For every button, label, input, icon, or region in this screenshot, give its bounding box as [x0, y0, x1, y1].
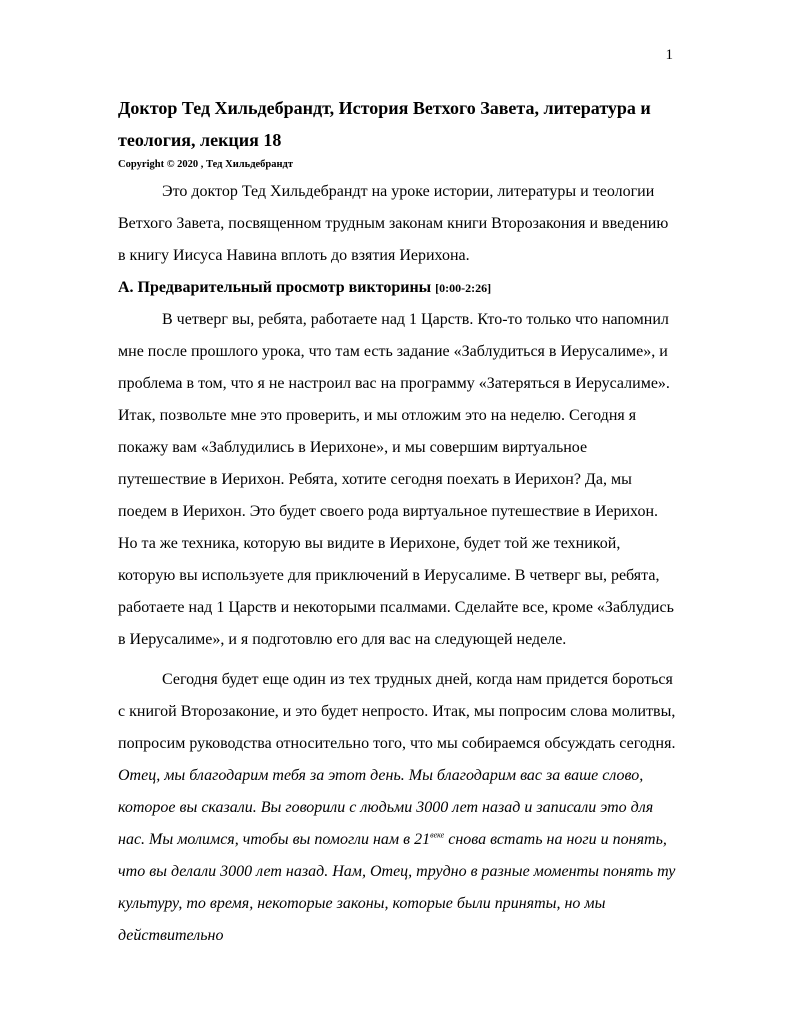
document-title: Доктор Тед Хильдебрандт, История Ветхого Завета, литература и теология, лекция 18: [118, 98, 651, 150]
paragraph-2: [118, 664, 678, 952]
paragraph-2-text: Сегодня будет еще один из тех трудных дней, когда нам придется бороться с книгой Второзаконие, и это будет непросто. Итак, мы попросим слова молитвы, попросим руководства относительно того, что мы собираемся обсуждать сегодня.: [118, 671, 676, 752]
prayer-text-part1: Отец, мы благодарим тебя за этот день. Мы благодарим вас за ваше слово, которое вы сказали. Вы говорили с людьми 3000 лет назад и записали это для нас. Мы молимся, чтобы вы помогли нам в 21: [118, 767, 654, 848]
page-number: 1: [665, 47, 673, 63]
section-heading-a: [118, 272, 678, 304]
document-body: [118, 92, 678, 952]
paragraph-spacer: [118, 656, 678, 664]
section-timecode: [0:00-2:26]: [435, 281, 492, 295]
intro-paragraph: Это доктор Тед Хильдебрандт на уроке истории, литературы и теологии Ветхого Завета, посвященном трудным законам книги Второзакония и введению в книгу Иисуса Навина вплоть до взятия Иерихона.: [118, 183, 669, 264]
prayer-superscript: веке: [430, 830, 445, 840]
section-heading-text: А. Предварительный просмотр викторины: [118, 279, 432, 296]
prayer-text-part2: снова встать на ноги и понять, что вы делали 3000 лет назад. Нам, Отец, трудно в разные моменты понять ту культуру, то время, некоторые законы, которые были приняты, но мы действительно: [118, 831, 676, 944]
copyright-notice: Copyright © 2020 , Тед Хильдебрандт: [118, 159, 294, 170]
paragraph-1: В четверг вы, ребята, работаете над 1 Царств. Кто-то только что напомнил мне после прошлого урока, что там есть задание «Заблудиться в Иерусалиме», и проблема в том, что я не настроил вас на программу «Затеряться в Иерусалиме». Итак, позвольте мне это проверить, и мы отложим это на неделю. Сегодня я покажу вам «Заблудились в Иерихоне», и мы совершим виртуальное путешествие в Иерихон. Ребята, хотите сегодня поехать в Иерихон? Да, мы поедем в Иерихон. Это будет своего рода виртуальное путешествие в Иерихон. Но та же техника, которую вы видите в Иерихоне, будет той же техникой, которую вы используете для приключений в Иерусалиме. В четверг вы, ребята, работаете над 1 Царств и некоторыми псалмами. Сделайте все, кроме «Заблудись в Иерусалиме», и я подготовлю его для вас на следующей неделе.: [118, 311, 674, 648]
